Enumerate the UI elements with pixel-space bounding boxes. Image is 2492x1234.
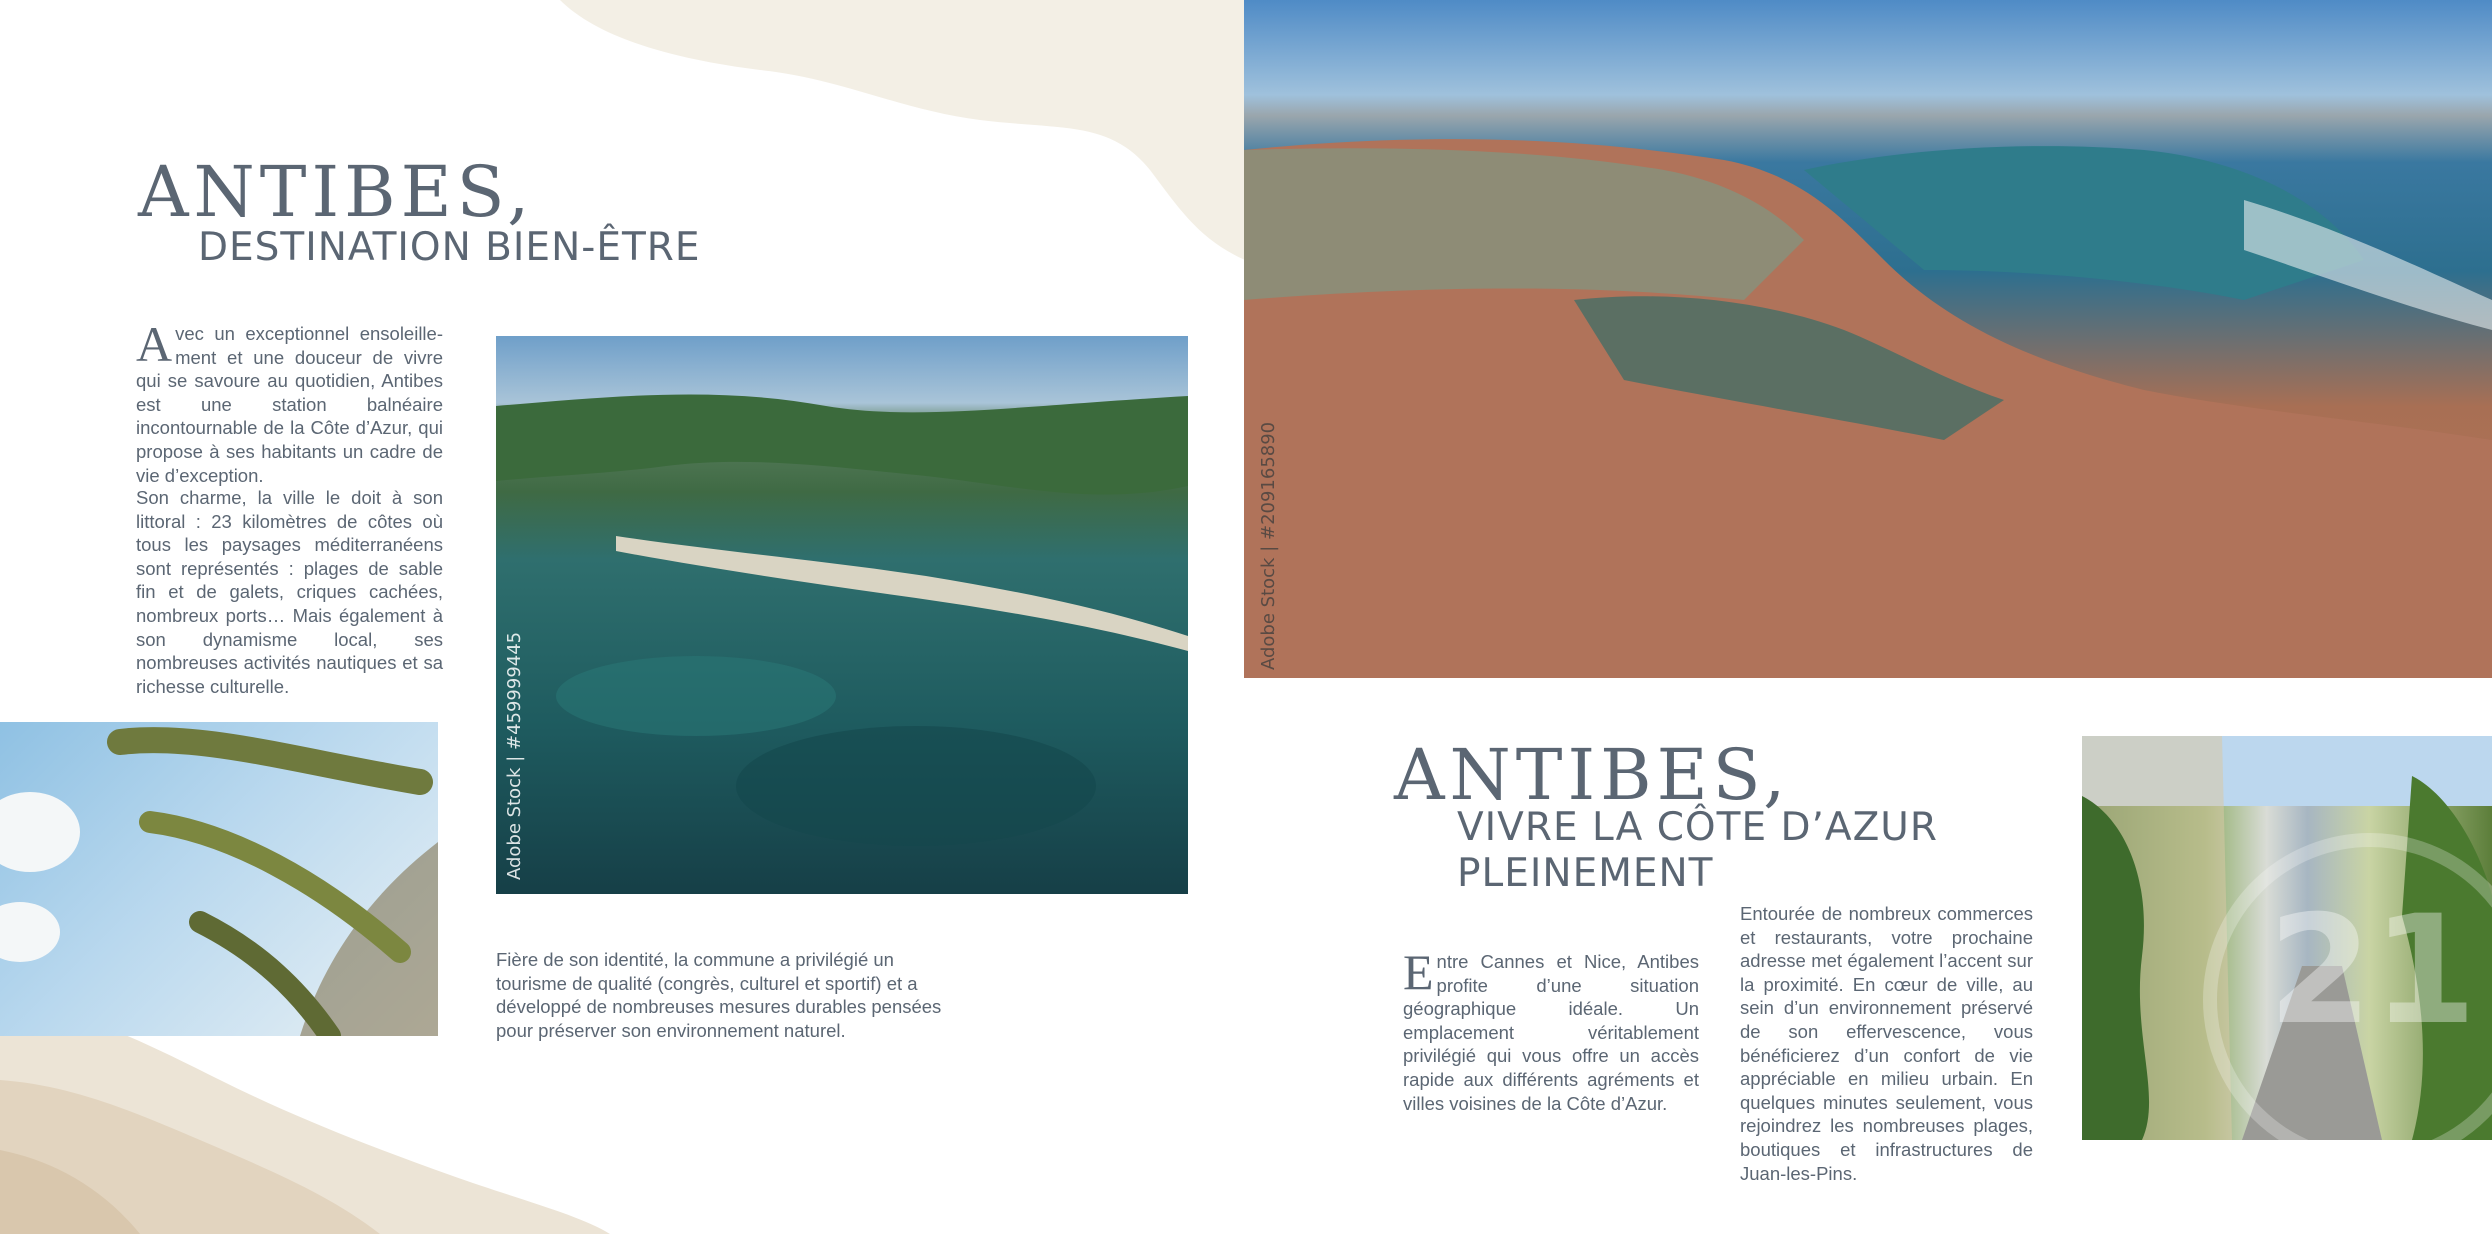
right-col1-dropcap: E (1403, 944, 1434, 1000)
coastal-bay-photo (496, 336, 1188, 894)
left-intro-text: vec un exceptionnel ensoleille-ment et une douceur de vivre qui se savoure au quotidien, Antibes est une station balnéaire incontournable de la Côte d’Azur, qui propose à ses habitants un cadre de vie d’exception. (136, 323, 443, 486)
page-number: 21 (2268, 884, 2477, 1058)
left-paragraph-3: Fière de son identité, la commune a privilégié un tourisme de qualité (congrès, culturel et sportif) et a développé de nombreuses mesures durables pensées pour préserver son environnement naturel. (496, 949, 942, 1041)
right-heading-sub-line1: VIVRE LA CÔTE D’AZUR (1457, 805, 1938, 850)
right-heading-main: ANTIBES, (1394, 734, 1791, 816)
right-column-1 (1403, 944, 1699, 1115)
page-number-ring (2170, 800, 2492, 1200)
palm-tree-photo (0, 722, 438, 1036)
left-photo-credit: Adobe Stock | #459999445 (504, 631, 525, 880)
aerial-harbour-photo (1244, 0, 2492, 678)
right-column-2: Entourée de nombreux commerces et restaurants, votre prochaine adresse met également l’accent sur la proximité. En cœur de ville, au sein d’un environnement préservé de son effervescence, vous bénéficierez d’un confort de vie appréciable en milieu urbain. En quelques minutes seulement, vous rejoindrez les nombreuses plages, boutiques et infrastructures de Juan-les-Pins. (1740, 903, 2033, 1184)
left-paragraph-2: Son charme, la ville le doit à son littoral : 23 kilomètres de côtes où tous les paysages méditerranéens sont représentés : plages de sable fin et de galets, criques cachées, nombreux ports… Mais également à son dynamisme local, ses nombreuses activités nautiques et sa richesse culturelle. (136, 487, 443, 697)
left-intro-paragraph (136, 316, 443, 487)
right-heading-sub-line2: PLEINEMENT (1457, 851, 1714, 896)
right-col1-text: ntre Cannes et Nice, Antibes profite d’une situation géographique idéale. Un emplacement véritablement privilégié qui vous offre un accès rapide aux différents agréments et villes voisines de la Côte d’Azur. (1403, 951, 1699, 1114)
left-heading-sub: DESTINATION BIEN-ÊTRE (198, 225, 701, 270)
right-photo-credit: Adobe Stock | #209165890 (1258, 421, 1279, 670)
left-intro-dropcap: A (136, 316, 173, 372)
left-heading-main: ANTIBES, (138, 151, 535, 233)
